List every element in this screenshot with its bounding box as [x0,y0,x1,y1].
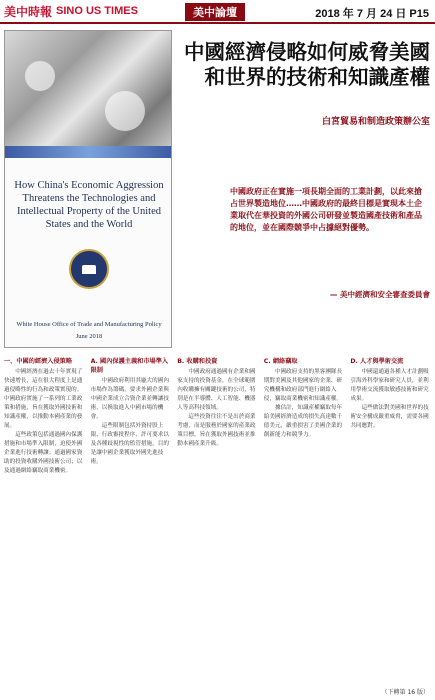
brand-cn: 美中時報 [4,4,53,19]
col-4-heading: C. 網絡竊取 [263,358,298,365]
col-3-para-1: 中國政府通過國有企業和國家支持的投資基金，在全球範圍內收購擁有關鍵技術的公司，特別是在半導體、人工智能、機器人等高科技領域。 [177,369,256,411]
pullquote: 中國政府正在實施一項長期全面的工業計劃，以此來搶占世界製造地位……中國政府的最終目標是實現本土企業取代在華投資的外國公司研發並製造國產技術和產品的地位，並在國際競爭中占據絕對優勢。 [230,187,422,232]
issue-date: 2018 年 7 月 24 日 P15 [315,8,429,20]
col-1-para-1: 中國經濟在過去十年實現了快速增長，這在很大程度上是通過侵略性的行為和政策實現的。中國政府實施了一系列的工業政策和措施，旨在獲取外國技術和知識產權，以推動本國產業的發展。 [4,369,83,429]
cover-date: June 2018 [75,333,103,340]
pullquote-source: — 美中經濟和安全審查委員會 [329,290,430,299]
pullquote-source-text: 美中經濟和安全審查委員會 [340,290,430,299]
brand-en: SINO US TIMES [56,5,138,17]
section-tag: 美中論壇 [185,3,245,21]
white-house-seal-icon [69,249,109,289]
newspaper-logo [4,2,138,20]
col-1-para-2: 這些政策包括通過國內保護措施和市場準入限制，迫使外國企業進行技術轉讓；通過國家資助的投資收購外國技術公司；以及通過網絡竊取商業機密。 [4,432,83,474]
report-cover [4,30,172,348]
article-body [4,355,431,685]
col-2-para-1: 中國政府利用其龐大的國內市場作為籌碼，要求外國企業與中國企業成立合資企業並轉讓技術，以換取進入中國市場的機會。 [90,378,169,420]
masthead [0,0,435,24]
col-4-para-2: 據估計，知識產權竊取每年給美國經濟造成的損失高達數千億美元，嚴重損害了美國企業的創新能力和競爭力。 [263,405,343,438]
column-1 [4,355,85,685]
headline: 中國經濟侵略如何威脅美國和世界的技術和知識產權 [184,40,430,89]
cover-org: White House Office of Trade and Manufacturing Policy [16,321,162,328]
cover-band [5,146,172,158]
col-2-heading: A. 國內保護主義和市場準入限制 [90,358,169,374]
col-4-para-1: 中國政府支持的黑客團隊長期對美國及其他國家的企業、研究機構和政府部門進行網絡入侵，竊取商業機密和知識產權。 [263,369,343,402]
byline: 白宮貿易和制造政策辦公室 [321,117,430,127]
column-4 [264,355,345,685]
col-5-heading: D. 人才與學術交流 [350,358,404,365]
col-1-heading: 一、中國的經濟入侵策略 [4,358,73,365]
col-5-para-2: 這些做法對美國和世界的技術安全構成嚴重威脅，需要各國共同應對。 [350,405,429,429]
column-3 [177,355,258,685]
cover-title: How China's Economic Aggression Threatens the Technologies and Intellectual Property of the United States and the World [14,180,164,230]
col-5-para-1: 中國還通過各種人才計劃吸引海外科學家和研究人員，並利用學術交流獲取敏感技術和研究成果。 [350,369,429,402]
col-3-para-2: 這些投資往往不是出於商業考慮，而是服務於國家的產業政策目標，旨在獲取外國技術並推動本國產業升級。 [177,414,256,447]
cover-photo [5,31,172,146]
column-5 [350,355,431,685]
continued-note: （下轉第 16 版） [381,689,429,696]
col-2-para-2: 這些限制包括外資持股上限、行政審批程序、許可要求以及各種歧視性的監管措施，目的是讓中國企業獲取外國先進技術。 [90,423,169,465]
col-3-heading: B. 收購和投資 [177,358,218,365]
column-2 [91,355,172,685]
